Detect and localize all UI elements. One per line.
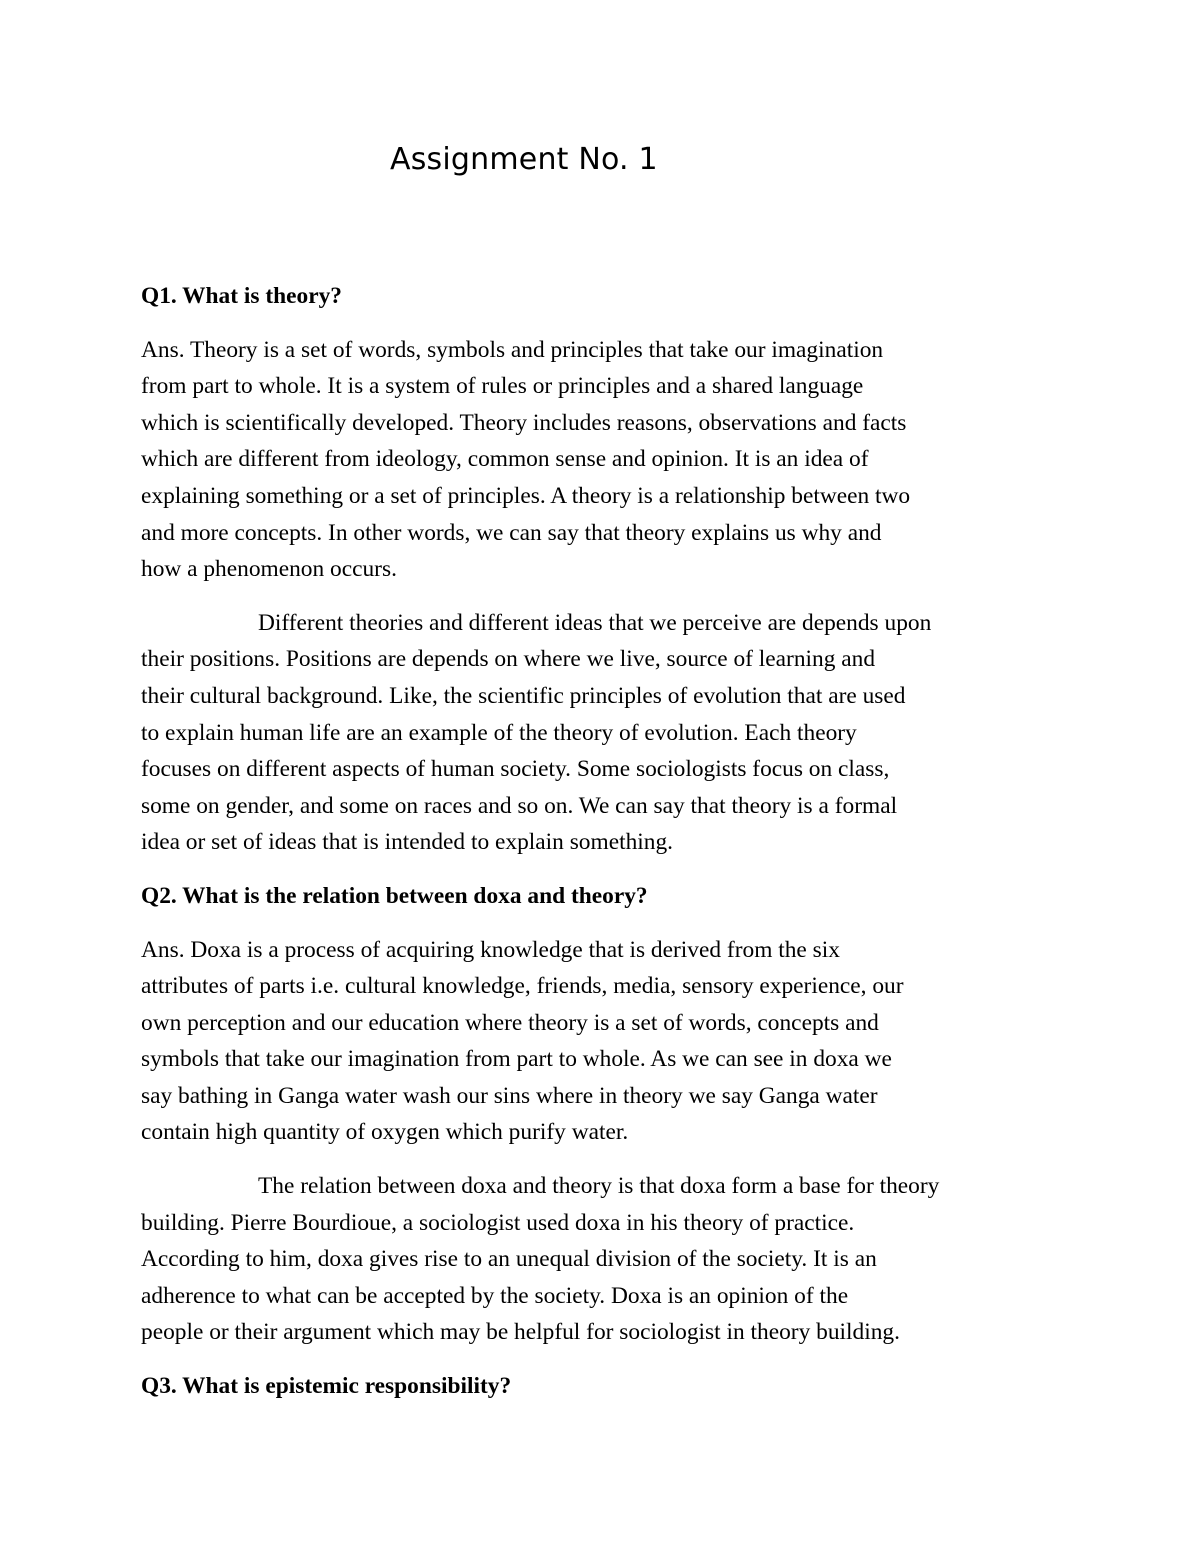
- text-line: building. Pierre Bourdioue, a sociologist used doxa in his theory of practice.: [141, 1209, 855, 1236]
- text-line: to explain human life are an example of the theory of evolution. Each theory: [141, 719, 857, 746]
- text-line: idea or set of ideas that is intended to explain something.: [141, 829, 674, 856]
- question-2-answer-paragraph: [141, 932, 1071, 1152]
- text-line: symbols that take our imagination from part to whole. As we can see in doxa we: [141, 1046, 892, 1073]
- text-line: people or their argument which may be helpful for sociologist in theory building.: [141, 1319, 900, 1346]
- text-line: their positions. Positions are depends on where we live, source of learning and: [141, 646, 876, 673]
- spacer: [141, 1151, 1071, 1168]
- text-line: which are different from ideology, common sense and opinion. It is an idea of: [141, 446, 869, 473]
- question-1-heading: Q1. What is theory?: [141, 283, 342, 309]
- spacer: [141, 861, 1071, 878]
- text-line: own perception and our education where theory is a set of words, concepts and: [141, 1009, 879, 1036]
- text-line: from part to whole. It is a system of rules or principles and a shared language: [141, 373, 864, 400]
- spacer: [141, 1351, 1071, 1368]
- text-line: The relation between doxa and theory is that doxa form a base for theory: [258, 1173, 940, 1200]
- text-line: adherence to what can be accepted by the society. Doxa is an opinion of the: [141, 1282, 849, 1309]
- text-line: contain high quantity of oxygen which purify water.: [141, 1119, 629, 1146]
- question-2-heading: Q2. What is the relation between doxa and theory?: [141, 882, 648, 909]
- text-line: how a phenomenon occurs.: [141, 556, 397, 583]
- text-line: their cultural background. Like, the scientific principles of evolution that are used: [141, 682, 906, 709]
- question-2-second-paragraph: [141, 1168, 1071, 1351]
- document-title: Assignment No. 1: [390, 142, 658, 177]
- text-line: Ans. Doxa is a process of acquiring knowledge that is derived from the six: [141, 936, 840, 963]
- spacer: [141, 588, 1071, 605]
- document-body: [141, 278, 1071, 1405]
- text-line: and more concepts. In other words, we can say that theory explains us why and: [141, 519, 882, 546]
- question-3-heading: Q3. What is epistemic responsibility?: [141, 1373, 512, 1400]
- text-line: focuses on different aspects of human society. Some sociologists focus on class,: [141, 756, 890, 783]
- text-line: Ans. Theory is a set of words, symbols and principles that take our imagination: [141, 336, 884, 363]
- question-1-answer-paragraph: [141, 332, 1071, 588]
- text-line: attributes of parts i.e. cultural knowledge, friends, media, sensory experience, our: [141, 973, 904, 1000]
- text-line: According to him, doxa gives rise to an unequal division of the society. It is an: [141, 1246, 877, 1273]
- text-line: Different theories and different ideas that we perceive are depends upon: [258, 609, 932, 636]
- text-line: say bathing in Ganga water wash our sins where in theory we say Ganga water: [141, 1082, 878, 1109]
- text-line: some on gender, and some on races and so on. We can say that theory is a formal: [141, 792, 898, 819]
- text-line: explaining something or a set of principles. A theory is a relationship between two: [141, 482, 911, 509]
- spacer: [141, 915, 1071, 932]
- question-1-second-paragraph: [141, 605, 1071, 861]
- text-line: which is scientifically developed. Theory includes reasons, observations and facts: [141, 409, 907, 436]
- spacer: [141, 315, 1071, 332]
